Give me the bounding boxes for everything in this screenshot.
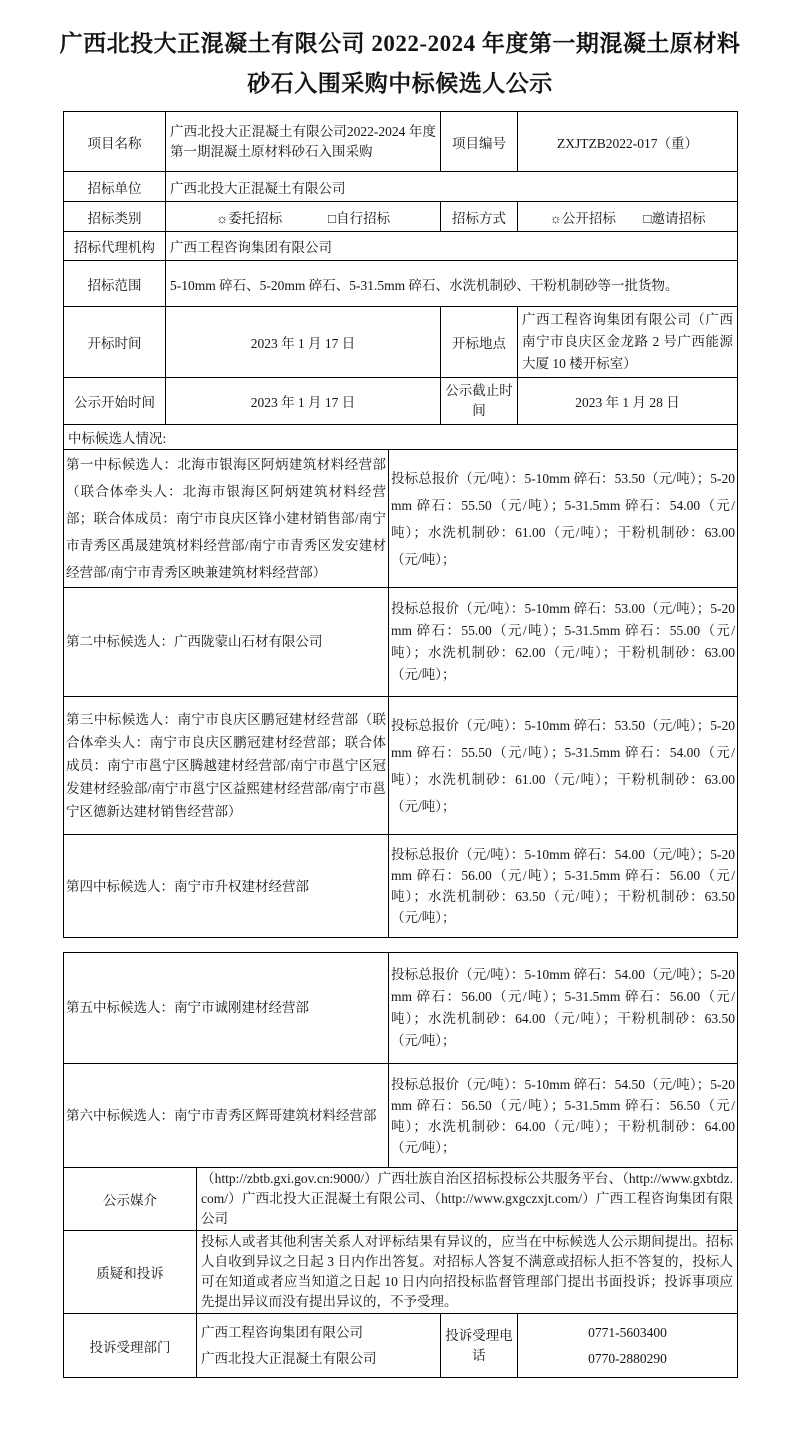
table-row-scope <box>64 261 738 307</box>
table-row-candidate-2 <box>64 588 738 697</box>
tender-category-label: 招标类别 <box>64 202 166 232</box>
table-row-opening <box>64 307 738 378</box>
tender-category-options <box>166 202 441 232</box>
complaint-phone-1: 0771-5603400 <box>588 1324 667 1340</box>
complaint-phone-value <box>518 1314 738 1378</box>
open-time-label: 开标时间 <box>64 307 166 378</box>
table-row-complaint <box>64 1314 738 1378</box>
candidate-name: 第一中标候选人：北海市银海区阿炳建筑材料经营部（联合体牵头人：北海市银海区阿炳建筑材料经营部；联合体成员：南宁市良庆区锋小建材销售部/南宁市青秀区禹晟建筑材料经营部/南宁市青秀区发安建材经营部/南宁市青秀区映兼建筑材料经营部） <box>64 450 389 588</box>
table-row-candidate-4 <box>64 835 738 938</box>
publicity-end-value: 2023 年 1 月 28 日 <box>518 378 738 425</box>
table-row-candidate-3 <box>64 697 738 835</box>
project-no-label: 项目编号 <box>441 112 518 172</box>
bid-info-table-continued <box>63 952 738 1378</box>
project-name-label: 项目名称 <box>64 112 166 172</box>
scope-label: 招标范围 <box>64 261 166 307</box>
candidates-header: 中标候选人情况: <box>64 425 738 450</box>
candidate-offer: 投标总报价（元/吨）：5-10mm 碎石：53.50（元/吨）；5-20mm 碎石：55.50（元/吨）；5-31.5mm 碎石：54.00（元/吨）；水洗机制砂：61.00（元/吨）；干粉机制砂：63.00（元/吨）； <box>389 697 738 835</box>
table-row-project <box>64 112 738 172</box>
open-place-label: 开标地点 <box>441 307 518 378</box>
open-time-value: 2023 年 1 月 17 日 <box>166 307 441 378</box>
tender-category-option-selected: ☼委托招标 <box>215 210 283 226</box>
tender-method-options <box>518 202 738 232</box>
candidate-offer: 投标总报价（元/吨）：5-10mm 碎石：54.00（元/吨）；5-20mm 碎石：56.00（元/吨）；5-31.5mm 碎石：56.00（元/吨）；水洗机制砂：63.50（元/吨）；干粉机制砂：63.50（元/吨）； <box>389 835 738 938</box>
table-row-candidate-1 <box>64 450 738 588</box>
open-place-value: 广西工程咨询集团有限公司（广西南宁市良庆区金龙路 2 号广西能源大厦 10 楼开标室） <box>518 307 738 378</box>
scope-value: 5-10mm 碎石、5-20mm 碎石、5-31.5mm 碎石、水洗机制砂、干粉机制砂等一批货物。 <box>166 261 738 307</box>
table-row-candidates-header <box>64 425 738 450</box>
tender-method-option-selected: ☼公开招标 <box>549 210 616 226</box>
complaint-phone-2: 0770-2880290 <box>588 1350 667 1366</box>
bid-info-table <box>63 111 738 938</box>
tender-category-option-unselected: □自行招标 <box>328 210 391 226</box>
publicity-start-label: 公示开始时间 <box>64 378 166 425</box>
complaint-dept-label: 投诉受理部门 <box>64 1314 197 1378</box>
project-no-value: ZXJTZB2022-017（重） <box>518 112 738 172</box>
candidate-name: 第三中标候选人：南宁市良庆区鹏冠建材经营部（联合体牵头人：南宁市良庆区鹏冠建材经营部；联合体成员：南宁市邕宁区腾越建材经营部/南宁市邕宁区冠发建材经验部/南宁市邕宁区益熙建材经营部/南宁市邕宁区德新达建材销售经营部） <box>64 697 389 835</box>
complaint-dept-value <box>197 1314 441 1378</box>
candidate-offer: 投标总报价（元/吨）：5-10mm 碎石：53.50（元/吨）；5-20mm 碎石：55.50（元/吨）；5-31.5mm 碎石：54.00（元/吨）；水洗机制砂：61.00（元/吨）；干粉机制砂：63.00（元/吨）； <box>389 450 738 588</box>
table-row-publicity <box>64 378 738 425</box>
candidate-name: 第四中标候选人：南宁市升权建材经营部 <box>64 835 389 938</box>
media-label: 公示媒介 <box>64 1168 197 1231</box>
tender-unit-value: 广西北投大正混凝土有限公司 <box>166 172 738 202</box>
candidate-offer: 投标总报价（元/吨）：5-10mm 碎石：53.00（元/吨）；5-20mm 碎石：55.00（元/吨）；5-31.5mm 碎石：55.00（元/吨）；水洗机制砂：62.00（元/吨）；干粉机制砂：63.00（元/吨）； <box>389 588 738 697</box>
tender-method-label: 招标方式 <box>441 202 518 232</box>
table-row-media <box>64 1168 738 1231</box>
table-row-candidate-5 <box>64 953 738 1064</box>
publicity-end-label: 公示截止时间 <box>441 378 518 425</box>
candidate-offer: 投标总报价（元/吨）：5-10mm 碎石：54.00（元/吨）；5-20mm 碎石：56.00（元/吨）；5-31.5mm 碎石：56.00（元/吨）；水洗机制砂：64.00（元/吨）；干粉机制砂：63.50（元/吨）； <box>389 953 738 1064</box>
candidate-name: 第六中标候选人：南宁市青秀区辉哥建筑材料经营部 <box>64 1064 389 1168</box>
page-title-line2: 砂石入围采购中标候选人公示 <box>247 71 553 96</box>
tender-unit-label: 招标单位 <box>64 172 166 202</box>
checkbox-empty-icon: □ <box>328 210 337 226</box>
tender-method-option-unselected: □邀请招标 <box>643 210 706 226</box>
media-value: （http://zbtb.gxi.gov.cn:9000/）广西壮族自治区招标投标公共服务平台、（http://www.gxbtdz.com/）广西北投大正混凝土有限公司、（http://www.gxgczxjt.com/）广西工程咨询集团有限公司 <box>197 1168 738 1231</box>
page-title <box>0 0 800 104</box>
radio-selected-icon: ☼ <box>215 210 229 226</box>
objection-label: 质疑和投诉 <box>64 1231 197 1314</box>
table-row-agency <box>64 232 738 261</box>
agency-label: 招标代理机构 <box>64 232 166 261</box>
complaint-dept-1: 广西工程咨询集团有限公司 <box>201 1324 363 1340</box>
table-row-objection <box>64 1231 738 1314</box>
complaint-phone-label: 投诉受理电话 <box>441 1314 518 1378</box>
checkbox-empty-icon: □ <box>643 210 652 226</box>
agency-value: 广西工程咨询集团有限公司 <box>166 232 738 261</box>
complaint-dept-2: 广西北投大正混凝土有限公司 <box>201 1350 377 1366</box>
candidate-name: 第五中标候选人：南宁市诚刚建材经营部 <box>64 953 389 1064</box>
project-name-value: 广西北投大正混凝土有限公司2022-2024 年度第一期混凝土原材料砂石入围采购 <box>166 112 441 172</box>
candidate-name: 第二中标候选人：广西陇蒙山石材有限公司 <box>64 588 389 697</box>
table-row-tender-unit <box>64 172 738 202</box>
candidate-offer: 投标总报价（元/吨）：5-10mm 碎石：54.50（元/吨）；5-20mm 碎石：56.50（元/吨）；5-31.5mm 碎石：56.50（元/吨）；水洗机制砂：64.00（元/吨）；干粉机制砂：64.00（元/吨）； <box>389 1064 738 1168</box>
table-row-tender-category <box>64 202 738 232</box>
publicity-start-value: 2023 年 1 月 17 日 <box>166 378 441 425</box>
page-title-line1: 广西北投大正混凝土有限公司 2022-2024 年度第一期混凝土原材料 <box>59 31 741 56</box>
objection-value: 投标人或者其他利害关系人对评标结果有异议的，应当在中标候选人公示期间提出。招标人自收到异议之日起 3 日内作出答复。对招标人答复不满意或招标人拒不答复的，投标人可在知道或者应当知道之日起 10 日内向招投标监督管理部门提出书面投诉；投诉事项应先提出异议而没有提出异议的，不予受理。 <box>197 1231 738 1314</box>
radio-selected-icon: ☼ <box>549 210 562 226</box>
table-row-candidate-6 <box>64 1064 738 1168</box>
